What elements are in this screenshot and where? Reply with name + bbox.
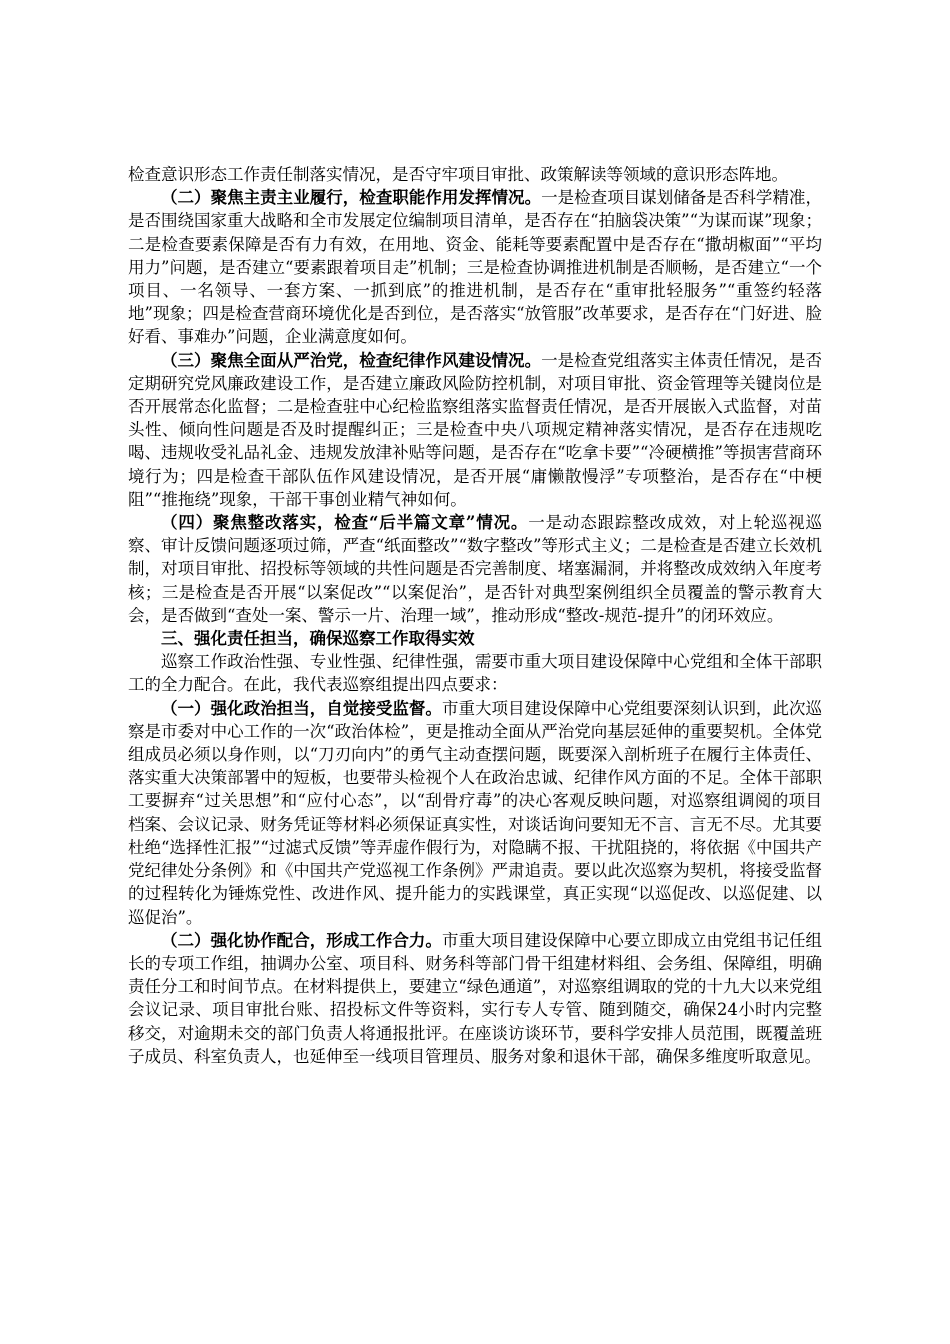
paragraph-section-4 — [128, 511, 822, 627]
paragraph-lead: （一）强化政治担当，自觉接受监督。 — [161, 698, 442, 718]
paragraph-lead: （四）聚焦整改落实，检查“后半篇文章”情况。 — [161, 513, 529, 533]
paragraph-text: 市重大项目建设保障中心党组要深刻认识到，此次巡察是市委对中心工作的一次“政治体检”，更是推动全面从严治党向基层延伸的重要契机。全体党组成员必须以身作则，以“刀刃向内”的勇气主动查摆问题，既要深入剖析班子在履行主体责任、落实重大决策部署中的短板，也要带头检视个人在政治忠诚、纪律作风方面的不足。全体干部职工要摒弃“过关思想”和“应付心态”，以“刮骨疗毒”的决心客观反映问题，对巡察组调阅的项目档案、会议记录、财务凭证等材料必须保证真实性，对谈话询问要知无不言、言无不尽。尤其要杜绝“选择性汇报”“过滤式反馈”等弄虚作假行为，对隐瞒不报、干扰阻挠的，将依据《中国共产党纪律处分条例》和《中国共产党巡视工作条例》严肃追责。要以此次巡察为契机，将接受监督的过程转化为锤炼党性、改进作风、提升能力的实践课堂，真正实现“以巡促改、以巡促建、以巡促治”。 — [128, 698, 823, 927]
paragraph-continuation — [128, 163, 822, 186]
paragraph-requirement-2 — [128, 929, 822, 1068]
paragraph-lead: （二）强化协作配合，形成工作合力。 — [161, 930, 442, 950]
paragraph-text: 一是检查党组落实主体责任情况，是否定期研究党风廉政建设工作，是否建立廉政风险防控机制，对项目审批、资金管理等关键岗位是否开展常态化监督；二是检查驻中心纪检监察组落实监督责任情况，是否开展嵌入式监督，对苗头性、倾向性问题是否及时提醒纠正；三是检查中央八项规定精神落实情况，是否存在违规吃喝、违规收受礼品礼金、违规发放津补贴等问题，是否存在“吃拿卡要”“冷硬横推”等损害营商环境行为；四是检查干部队伍作风建设情况，是否开展“庸懒散慢浮”专项整治，是否存在“中梗阻”“推拖绕”现象，干部干事创业精气神如何。 — [128, 350, 823, 509]
paragraph-section-2 — [128, 186, 822, 348]
document-body — [128, 163, 822, 1068]
paragraph-text: 检查意识形态工作责任制落实情况，是否守牢项目审批、政策解读等领域的意识形态阵地。 — [128, 165, 788, 184]
paragraph-text: 市重大项目建设保障中心要立即成立由党组书记任组长的专项工作组，抽调办公室、项目科、财务科等部门骨干组建材料组、会务组、保障组，明确责任分工和时间节点。在材料提供上，要建立“绿色通道”，对巡察组调取的党的十九大以来党组会议记录、项目审批台账、招投标文件等资料，实行专人专管、随到随交，确保24小时内完整移交，对逾期未交的部门负责人将通报批评。在座谈访谈环节，要科学安排人员范围，既覆盖班子成员、科室负责人，也延伸至一线项目管理员、服务对象和退休干部，确保多维度听取意见。 — [128, 930, 823, 1066]
paragraph-text: 一是动态跟踪整改成效，对上轮巡视巡察、审计反馈问题逐项过筛，严查“纸面整改”“数字整改”等形式主义；二是检查是否建立长效机制，对项目审批、招投标等领域的共性问题是否完善制度、堵塞漏洞，并将整改成效纳入年度考核；三是检查是否开展“以案促改”“以案促治”，是否针对典型案例组织全员覆盖的警示教育大会，是否做到“查处一案、警示一片、治理一域”，推动形成“整改-规范-提升”的闭环效应。 — [128, 513, 823, 625]
paragraph-requirement-1 — [128, 697, 822, 929]
paragraph-lead: （三）聚焦全面从严治党，检查纪律作风建设情况。 — [161, 350, 542, 370]
paragraph-text: 巡察工作政治性强、专业性强、纪律性强，需要市重大项目建设保障中心党组和全体干部职工的全力配合。在此，我代表巡察组提出四点要求： — [128, 652, 822, 695]
paragraph-lead: （二）聚焦主责主业履行，检查职能作用发挥情况。 — [161, 188, 542, 208]
paragraph-section-3 — [128, 349, 822, 511]
paragraph-text: 一是检查项目谋划储备是否科学精准，是否围绕国家重大战略和全市发展定位编制项目清单，是否存在“拍脑袋决策”“为谋而谋”现象；二是检查要素保障是否有力有效，在用地、资金、能耗等要素配置中是否存在“撒胡椒面”“平均用力”问题，是否建立“要素跟着项目走”机制；三是检查协调推进机制是否顺畅，是否建立“一个项目、一名领导、一套方案、一抓到底”的推进机制，是否存在“重审批轻服务”“重签约轻落地”现象；四是检查营商环境优化是否到位，是否落实“放管服”改革要求，是否存在“门好进、脸好看、事难办”问题，企业满意度如何。 — [128, 188, 823, 347]
paragraph-intro — [128, 650, 822, 696]
section-heading: 三、强化责任担当，确保巡察工作取得实效 — [161, 629, 475, 649]
